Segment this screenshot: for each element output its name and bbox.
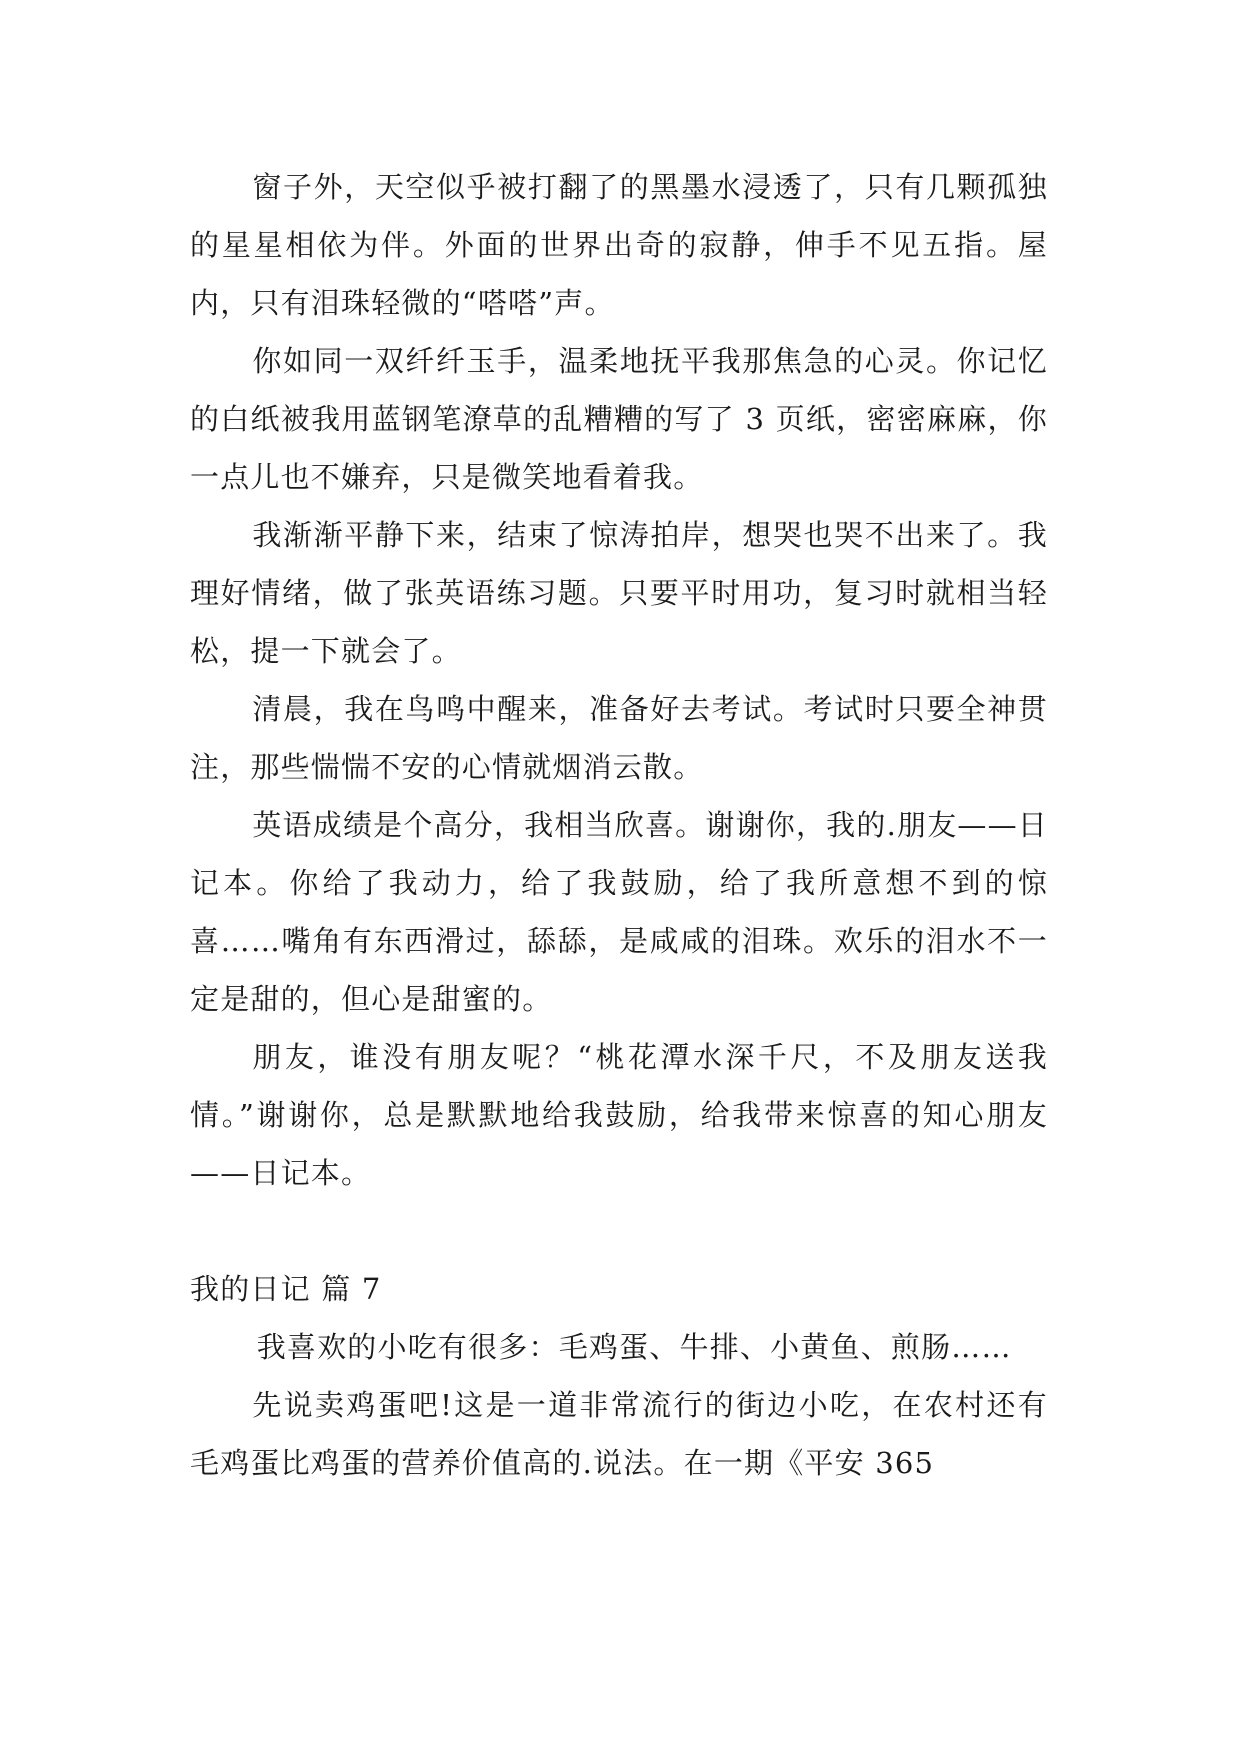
paragraph-window: 窗子外，天空似乎被打翻了的黑墨水浸透了，只有几颗孤独的星星相依为伴。外面的世界出奇的寂静，伸手不见五指。屋内，只有泪珠轻微的“嗒嗒”声。 [190,170,1048,320]
document-body [190,158,1048,1492]
section-title: 我的日记 篇 7 [190,1272,382,1306]
paragraph-snacks: 我喜欢的小吃有很多：毛鸡蛋、牛排、小黄鱼、煎肠…… [256,1330,1012,1364]
paragraph-morning-exam: 清晨，我在鸟鸣中醒来，准备好去考试。考试时只要全神贯注，那些惴惴不安的心情就烟消云散。 [190,692,1048,784]
paragraph-egg: 先说卖鸡蛋吧!这是一道非常流行的街边小吃，在农村还有毛鸡蛋比鸡蛋的营养价值高的.说法。在一期《平安 365 [190,1388,1048,1480]
paragraph-friend: 朋友，谁没有朋友呢？“桃花潭水深千尺，不及朋友送我情。”谢谢你，总是默默地给我鼓励，给我带来惊喜的知心朋友——日记本。 [190,1040,1048,1190]
paragraph-calm-down: 我渐渐平静下来，结束了惊涛拍岸，想哭也哭不出来了。我理好情绪，做了张英语练习题。只要平时用功，复习时就相当轻松，提一下就会了。 [190,518,1048,668]
paragraph-english-score: 英语成绩是个高分，我相当欣喜。谢谢你，我的.朋友——日记本。你给了我动力，给了我鼓励，给了我所意想不到的惊喜……嘴角有东西滑过，舔舔，是咸咸的泪珠。欢乐的泪水不一定是甜的，但心是甜蜜的。 [190,808,1048,1016]
paragraph-diary-hand: 你如同一双纤纤玉手，温柔地抚平我那焦急的心灵。你记忆的白纸被我用蓝钢笔潦草的乱糟糟的写了 3 页纸，密密麻麻，你一点儿也不嫌弃，只是微笑地看着我。 [190,344,1048,494]
